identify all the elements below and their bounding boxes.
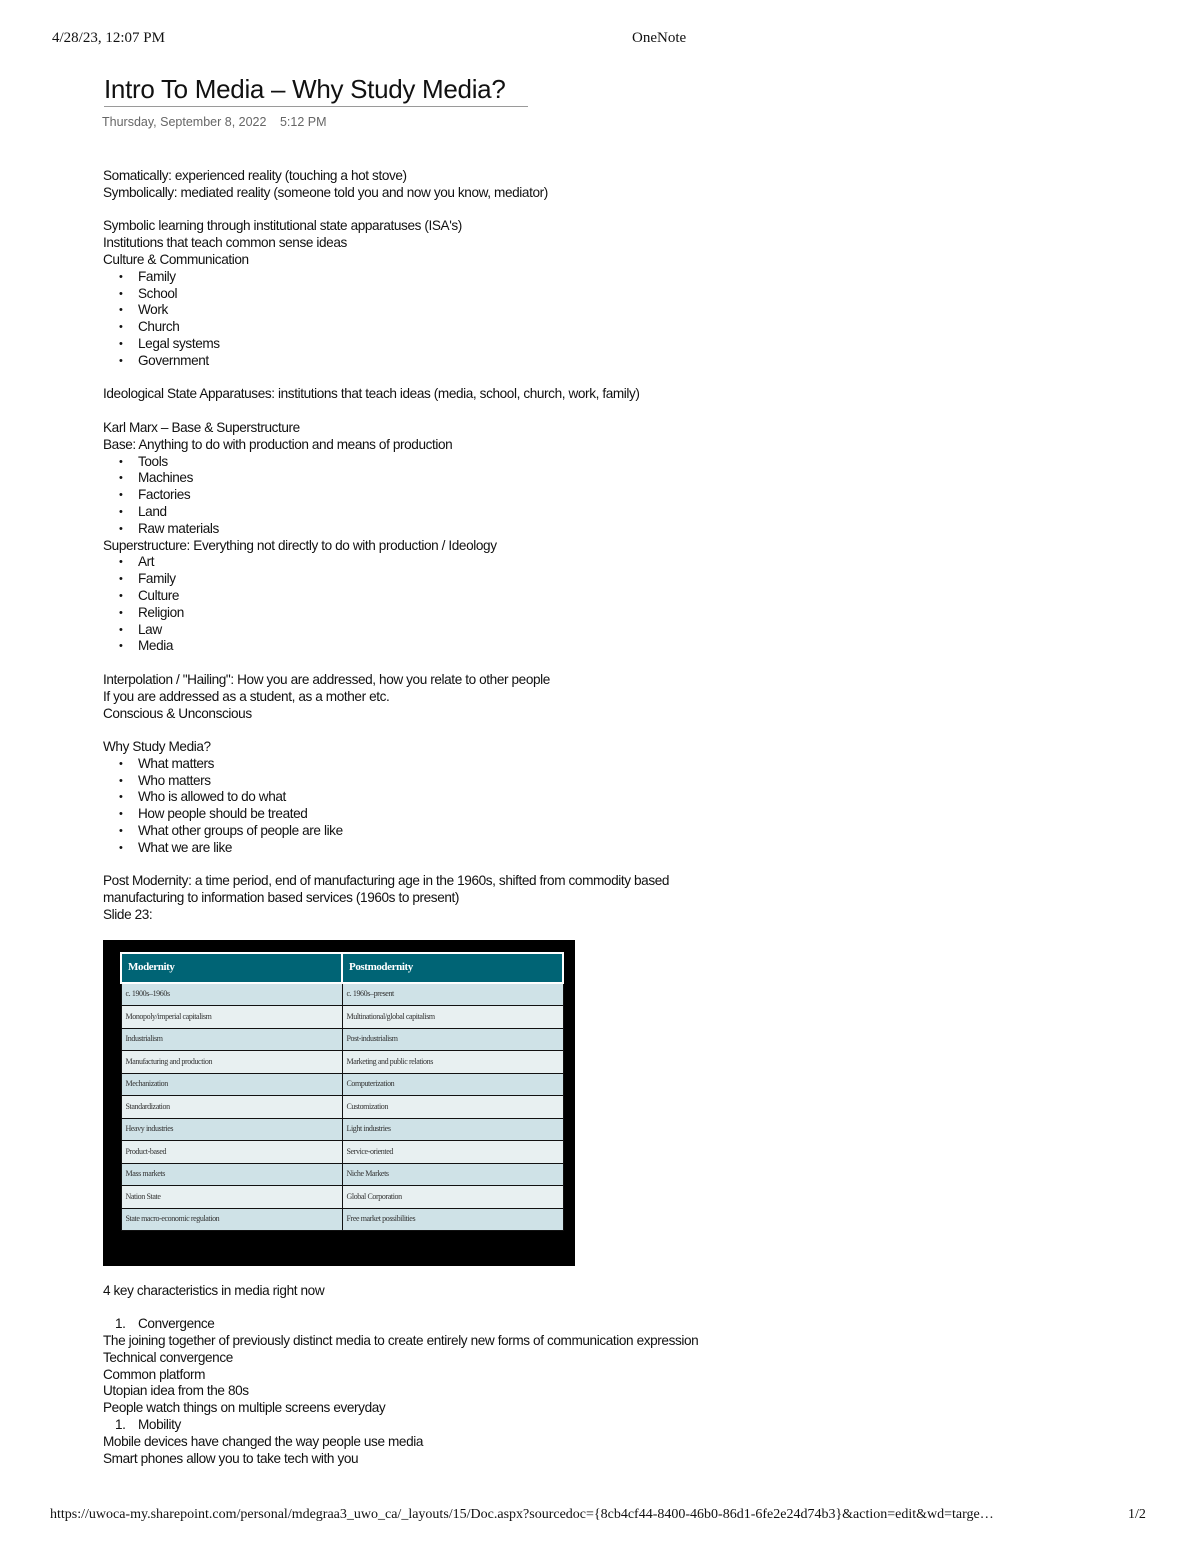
table-row xyxy=(121,1186,563,1209)
numbered-item xyxy=(103,1316,723,1333)
list-number: 1. xyxy=(115,1316,126,1332)
table-cell: Industrialism xyxy=(121,1028,342,1051)
table-row xyxy=(121,983,563,1006)
bullet-item: • What other groups of people are like xyxy=(103,823,723,840)
print-page-number: 1/2 xyxy=(1128,1507,1146,1522)
bullet-item: • Legal systems xyxy=(103,336,723,353)
bullet-item: • Family xyxy=(103,571,723,588)
note-line: Karl Marx – Base & Superstructure xyxy=(103,419,300,435)
bullet-item: • Culture xyxy=(103,588,723,605)
table-cell: Monopoly/imperial capitalism xyxy=(121,1006,342,1029)
list-item-label: Mobility xyxy=(138,1417,181,1433)
bullet-item: • What we are like xyxy=(103,840,723,857)
note-line: People watch things on multiple screens everyday xyxy=(103,1400,386,1416)
bullet-item: • Tools xyxy=(103,454,723,471)
bullet-item: • Machines xyxy=(103,470,723,487)
table-row xyxy=(121,1073,563,1096)
bullet-list-base xyxy=(103,454,723,538)
page-timestamp xyxy=(102,115,327,129)
table-cell: Heavy industries xyxy=(121,1118,342,1141)
note-line: Symbolically: mediated reality (someone told you and now you know, mediator) xyxy=(103,184,548,200)
bullet-item: • What matters xyxy=(103,756,723,773)
bullet-item: • Work xyxy=(103,302,723,319)
note-line: 4 key characteristics in media right now xyxy=(103,1282,325,1298)
table-cell: Global Corporation xyxy=(342,1186,563,1209)
bullet-list-culture xyxy=(103,269,723,370)
note-line: The joining together of previously distinct media to create entirely new forms of communication expression xyxy=(103,1333,699,1349)
print-url: https://uwoca-my.sharepoint.com/personal/mdegraa3_uwo_ca/_layouts/15/Doc.aspx?sourcedoc={8cb4cf44-8400-46b0-86d1-6fe2e24d74b3}&action=edit&wd=targe… xyxy=(50,1507,994,1522)
table-cell: c. 1900s–1960s xyxy=(121,983,342,1006)
numbered-list-convergence xyxy=(103,1316,723,1333)
bullet-list-superstructure xyxy=(103,554,723,655)
table-row xyxy=(121,1141,563,1164)
note-body[interactable] xyxy=(103,168,723,1467)
note-line: Ideological State Apparatuses: institutions that teach ideas (media, school, church, work, family) xyxy=(103,386,640,402)
bullet-item: • Family xyxy=(103,269,723,286)
print-datetime: 4/28/23, 12:07 PM xyxy=(52,30,165,46)
table-row xyxy=(121,1118,563,1141)
note-line: Base: Anything to do with production and means of production xyxy=(103,436,453,452)
table-cell: Mass markets xyxy=(121,1163,342,1186)
table-cell: Manufacturing and production xyxy=(121,1051,342,1074)
modernity-table xyxy=(120,952,564,1232)
table-cell: Product-based xyxy=(121,1141,342,1164)
bullet-item: • Government xyxy=(103,353,723,370)
table-cell: Nation State xyxy=(121,1186,342,1209)
note-line: Interpolation / "Hailing": How you are addressed, how you relate to other people xyxy=(103,671,550,687)
table-cell: Computerization xyxy=(342,1073,563,1096)
table-cell: Service-oriented xyxy=(342,1141,563,1164)
note-line: Symbolic learning through institutional state apparatuses (ISA's) xyxy=(103,218,462,234)
note-line: Culture & Communication xyxy=(103,251,249,267)
page-date: Thursday, September 8, 2022 xyxy=(102,115,267,129)
table-cell: Multinational/global capitalism xyxy=(342,1006,563,1029)
bullet-item: • Church xyxy=(103,319,723,336)
note-line: Common platform xyxy=(103,1366,206,1382)
table-cell: Marketing and public relations xyxy=(342,1051,563,1074)
bullet-list-why xyxy=(103,756,723,857)
bullet-item: • Factories xyxy=(103,487,723,504)
note-line: If you are addressed as a student, as a mother etc. xyxy=(103,688,390,704)
table-row xyxy=(121,1006,563,1029)
bullet-item: • Art xyxy=(103,554,723,571)
note-line: Conscious & Unconscious xyxy=(103,705,252,721)
table-row xyxy=(121,1028,563,1051)
bullet-item: • Religion xyxy=(103,605,723,622)
list-item-label: Convergence xyxy=(138,1316,215,1332)
table-row xyxy=(121,1051,563,1074)
note-line: Slide 23: xyxy=(103,907,153,923)
numbered-list-mobility xyxy=(103,1417,723,1434)
table-cell: State macro-economic regulation xyxy=(121,1208,342,1231)
table-cell: Free market possibilities xyxy=(342,1208,563,1231)
table-cell: Customization xyxy=(342,1096,563,1119)
note-line: Institutions that teach common sense ideas xyxy=(103,235,347,251)
table-cell: Post-industrialism xyxy=(342,1028,563,1051)
note-line: Mobile devices have changed the way people use media xyxy=(103,1433,424,1449)
table-header: Modernity xyxy=(121,953,342,983)
list-number: 1. xyxy=(115,1417,126,1433)
bullet-item: • Land xyxy=(103,504,723,521)
note-line: Superstructure: Everything not directly to do with production / Ideology xyxy=(103,537,497,553)
note-line: Post Modernity: a time period, end of manufacturing age in the 1960s, shifted from commodity based manufacturing to information based services (1960s to present) xyxy=(103,873,670,906)
bullet-item: • Media xyxy=(103,638,723,655)
table-cell: Standardization xyxy=(121,1096,342,1119)
note-line: Smart phones allow you to take tech with you xyxy=(103,1450,359,1466)
table-cell: Niche Markets xyxy=(342,1163,563,1186)
table-cell: Mechanization xyxy=(121,1073,342,1096)
table-cell: c. 1960s–present xyxy=(342,983,563,1006)
bullet-item: • Who is allowed to do what xyxy=(103,789,723,806)
bullet-item: • School xyxy=(103,286,723,303)
bullet-item: • Raw materials xyxy=(103,521,723,538)
table-header: Postmodernity xyxy=(342,953,563,983)
note-line: Technical convergence xyxy=(103,1349,233,1365)
numbered-item xyxy=(103,1417,723,1434)
page-title[interactable]: Intro To Media – Why Study Media? xyxy=(104,74,528,107)
note-line: Utopian idea from the 80s xyxy=(103,1383,249,1399)
print-app-name: OneNote xyxy=(632,30,687,46)
slide-image[interactable] xyxy=(103,940,575,1266)
bullet-item: • Law xyxy=(103,622,723,639)
page-time: 5:12 PM xyxy=(279,115,327,129)
table-cell: Light industries xyxy=(342,1118,563,1141)
table-row xyxy=(121,1096,563,1119)
table-row xyxy=(121,1163,563,1186)
table-row xyxy=(121,1208,563,1231)
note-line: Somatically: experienced reality (touching a hot stove) xyxy=(103,168,407,183)
note-line: Why Study Media? xyxy=(103,739,211,755)
bullet-item: • How people should be treated xyxy=(103,806,723,823)
bullet-item: • Who matters xyxy=(103,773,723,790)
